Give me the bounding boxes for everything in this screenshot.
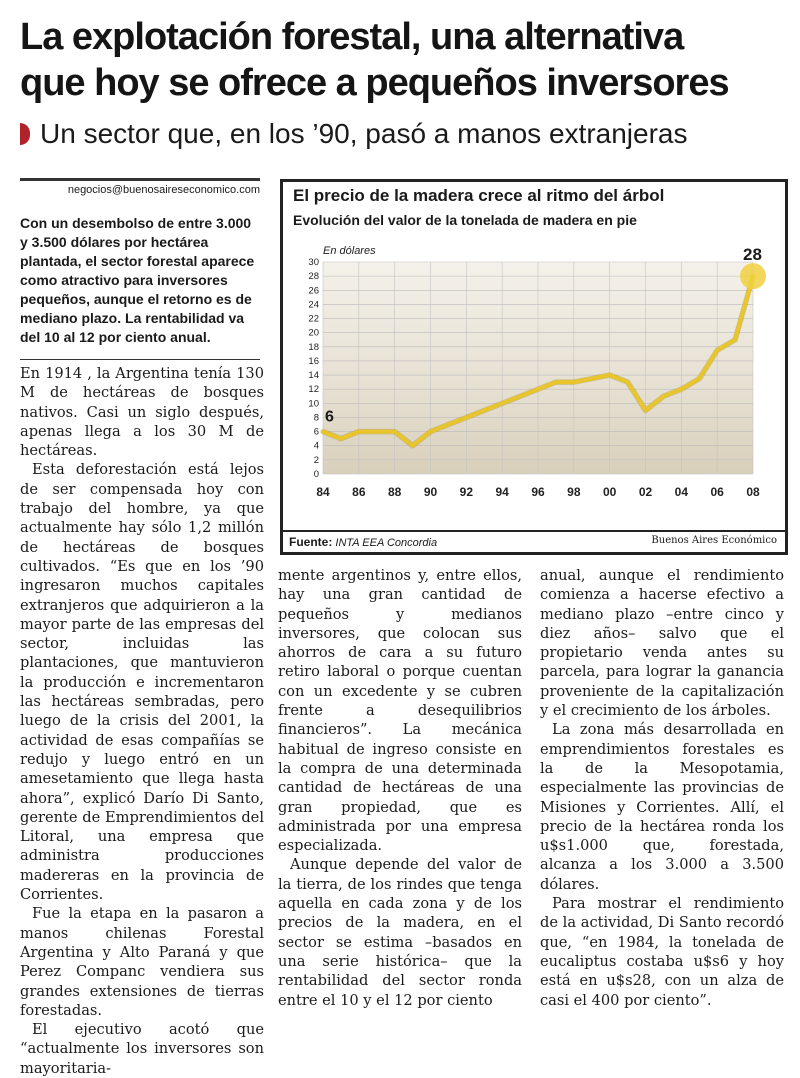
x-tick-label: 86 xyxy=(352,485,366,499)
data-point xyxy=(411,445,413,447)
chart-subtitle: Evolución del valor de la tonelada de madera en pie xyxy=(293,212,637,228)
subheadline-text: Un sector que, en los ’90, pasó a manos extranjeras xyxy=(40,118,688,149)
paragraph: Esta deforestación está lejos de ser compensada hoy con trabajo del hombre, ya que actualmente hay sólo 1,2 millón de hectáreas de bosques cultivados. “Es que en los ’90 ingresaron muchos capitales extranjeros que adquirieron a la mayor parte de las empresas del sector, incluidas las plantaciones, que mantuvieron la producción e incrementaron las hectáreas sembradas, pero luego de la crisis del 2001, la actividad de esas compañías se redujo y luego entró en un amesetamiento que llega hasta ahora”, explicó Darío Di Santo, gerente de Emprendimientos del Litoral, una empresa que administra producciones madereras en la provincia de Corrientes. xyxy=(20,461,264,904)
data-point xyxy=(537,388,539,390)
y-tick-label: 30 xyxy=(308,257,319,268)
y-tick-label: 16 xyxy=(308,355,319,367)
data-point xyxy=(680,388,682,390)
data-point xyxy=(501,402,503,404)
data-point xyxy=(340,437,342,439)
chart-source xyxy=(289,535,437,549)
y-tick-label: 12 xyxy=(308,384,319,396)
data-point xyxy=(716,349,718,351)
chart-title: El precio de la madera crece al ritmo del árbol xyxy=(293,186,665,205)
x-tick-label: 08 xyxy=(746,485,760,499)
data-point xyxy=(322,430,324,432)
data-point xyxy=(376,430,378,432)
data-point xyxy=(698,377,700,379)
x-tick-label: 00 xyxy=(602,485,617,499)
data-point xyxy=(626,381,628,383)
source-label: Fuente: xyxy=(289,535,333,549)
y-axis-ticks xyxy=(308,257,319,480)
paragraph: Para mostrar el rendimiento de la actividad, Di Santo recordó que, “en 1984, la tonelada de eucaliptus costaba u$s6 y hoy está en u$s28, con un alza de casi el 400 por ciento”. xyxy=(540,895,784,1009)
lead-divider xyxy=(20,359,260,360)
y-tick-label: 26 xyxy=(308,285,319,297)
y-tick-label: 6 xyxy=(313,426,319,438)
x-tick-label: 92 xyxy=(459,485,474,499)
x-tick-label: 06 xyxy=(710,485,724,499)
end-point-marker xyxy=(740,263,766,289)
source-text: INTA EEA Concordia xyxy=(335,537,438,549)
data-point xyxy=(358,430,360,432)
data-point xyxy=(393,430,395,432)
byline-email: negocios@buenosaireseconomico.com xyxy=(20,178,260,196)
price-chart xyxy=(280,179,788,555)
y-tick-label: 10 xyxy=(308,398,319,410)
data-point xyxy=(608,374,610,376)
paragraph: La zona más desarrollada en emprendimientos forestales es la de la Mesopotamia, especialmente las provincias de Misiones y Corrientes. Allí, el precio de la hectárea ronda los u$s1.000 que, forestada, alcanza a los 3.000 a 3.500 dólares. xyxy=(540,721,784,893)
y-tick-label: 0 xyxy=(313,469,319,480)
data-point xyxy=(519,395,521,397)
y-tick-label: 4 xyxy=(313,440,319,452)
chart-footer xyxy=(283,530,785,552)
data-point xyxy=(591,377,593,379)
y-tick-label: 18 xyxy=(308,341,319,353)
y-tick-label: 24 xyxy=(308,299,319,311)
y-tick-label: 2 xyxy=(313,454,319,466)
data-point xyxy=(555,381,557,383)
x-axis-ticks xyxy=(316,485,760,499)
y-tick-label: 28 xyxy=(308,271,319,283)
publisher-credit: Buenos Aires Económico xyxy=(651,535,777,546)
paragraph: En 1914 , la Argentina tenía 130 M de hectáreas de bosques nativos. Casi un siglo después, apenas llega a los 30 M de hectáreas. xyxy=(20,365,264,460)
y-tick-label: 20 xyxy=(308,327,319,339)
data-point xyxy=(465,416,467,418)
paragraph: El ejecutivo acotó que “actualmente los inversores son mayoritaria- xyxy=(20,1021,264,1077)
start-value-label: 6 xyxy=(325,408,334,426)
lead-paragraph: Con un desembolso de entre 3.000 y 3.500 dólares por hectárea plantada, el sector forestal aparece como atractivo para inversores pequeños, aunque el retorno es de mediano plazo. La rentabilidad va del 10 al 12 por ciento anual. xyxy=(20,215,255,345)
paragraph: Aunque depende del valor de la tierra, de los rindes que tenga aquella en cada zona y de los precios de la madera, en el sector se estima –basados en una serie histórica– que la rentabilidad del sector ronda entre el 10 y el 12 por ciento xyxy=(278,856,522,1009)
subhead-bullet-icon xyxy=(20,123,30,145)
end-value-label: 28 xyxy=(743,245,762,265)
paragraph: anual, aunque el rendimiento comienza a hacerse efectivo a mediano plazo –entre cinco y diez años– salvo que el propietario venda antes su parcela, para lograr la ganancia proveniente de la capitalización y el crecimiento de los árboles. xyxy=(540,567,784,720)
x-tick-label: 02 xyxy=(638,485,653,499)
article-column-2 xyxy=(278,566,522,1010)
data-point xyxy=(447,423,449,425)
y-tick-label: 14 xyxy=(308,370,319,382)
headline-line-2: que hoy se ofrece a pequeños inversores xyxy=(20,62,729,104)
y-tick-label: 22 xyxy=(308,313,319,325)
x-tick-label: 96 xyxy=(531,485,545,499)
data-point xyxy=(644,409,646,411)
article-column-1 xyxy=(20,364,264,1078)
headline xyxy=(20,14,790,106)
data-point xyxy=(734,339,736,341)
data-point xyxy=(573,381,575,383)
x-tick-label: 88 xyxy=(387,485,402,499)
headline-line-1: La explotación forestal, una alternativa xyxy=(20,16,684,58)
x-tick-label: 94 xyxy=(495,485,509,499)
x-tick-label: 90 xyxy=(423,485,438,499)
chart-plot xyxy=(283,182,785,532)
y-axis-unit-label: En dólares xyxy=(323,245,376,257)
y-tick-label: 8 xyxy=(313,412,319,424)
paragraph: mente argentinos y, entre ellos, hay una gran cantidad de pequeños y medianos inversores, que colocan sus ahorros de cara a su futuro retiro laboral o porque cuentan con un excedente y se cubren frente a desequilibrios financieros”. La mecánica habitual de ingreso consiste en la compra de una determinada cantidad de hectáreas de una gran propiedad, que es administrada por una empresa especializada. xyxy=(278,567,522,855)
x-tick-label: 04 xyxy=(674,485,689,499)
x-tick-label: 98 xyxy=(567,485,581,499)
subheadline xyxy=(20,117,790,151)
data-point xyxy=(662,395,664,397)
data-point xyxy=(429,430,431,432)
paragraph: Fue la etapa en la pasaron a manos chilenas Forestal Argentina y Alto Paraná y que Perez Companc vendiera sus grandes extensiones de tierras forestadas. xyxy=(20,905,264,1019)
x-tick-label: 84 xyxy=(316,485,330,499)
article-column-3 xyxy=(540,566,784,1010)
data-point xyxy=(483,409,485,411)
